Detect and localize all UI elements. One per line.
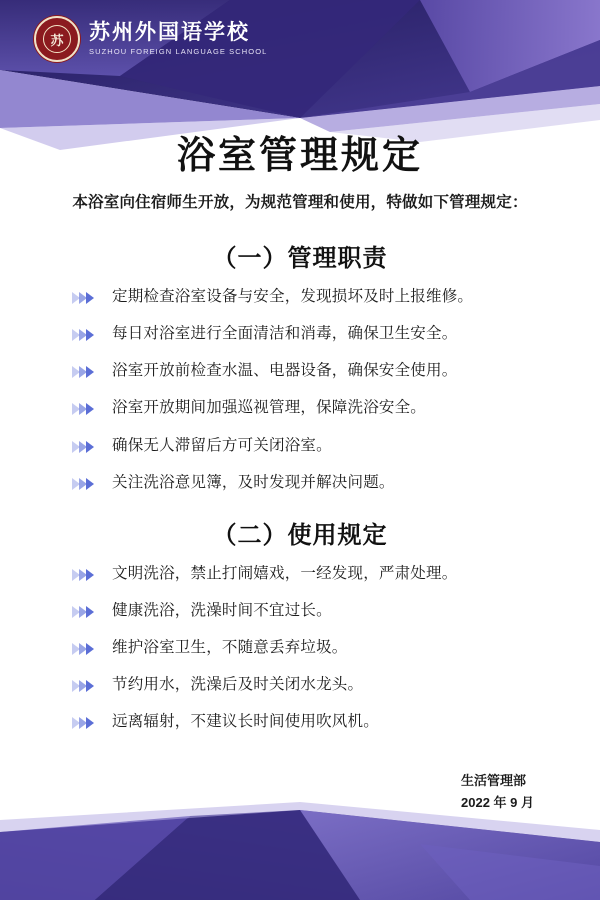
chevron-right-icon xyxy=(72,441,98,454)
document-body xyxy=(0,190,600,750)
chevron-right-icon xyxy=(72,329,98,342)
list-item xyxy=(0,675,600,695)
list-item xyxy=(0,638,600,658)
signature-block xyxy=(461,770,534,814)
section-1-list xyxy=(0,287,600,493)
chevron-right-icon xyxy=(72,569,98,582)
list-item-text: 关注洗浴意见簿，及时发现并解决问题。 xyxy=(112,473,395,491)
signature-department: 生活管理部 xyxy=(461,773,527,788)
school-name-cn: 苏州外国语学校 xyxy=(89,20,250,45)
section-heading-2: （二）使用规定 xyxy=(212,521,388,549)
list-item-text: 浴室开放期间加强巡视管理，保障洗浴安全。 xyxy=(112,399,427,417)
school-name-en: SUZHOU FOREIGN LANGUAGE SCHOOL xyxy=(89,47,268,57)
school-seal-icon xyxy=(34,16,80,62)
list-item xyxy=(0,361,600,381)
list-item xyxy=(0,564,600,584)
school-seal-char: 苏 xyxy=(43,25,71,53)
list-item-text: 节约用水，洗澡后及时关闭水龙头。 xyxy=(112,676,364,694)
chevron-right-icon xyxy=(72,478,98,491)
list-item-text: 定期检查浴室设备与安全，发现损坏及时上报维修。 xyxy=(112,288,474,305)
list-item xyxy=(0,712,600,732)
list-item-text: 健康洗浴，洗澡时间不宜过长。 xyxy=(112,601,332,619)
school-name-block xyxy=(89,22,267,56)
chevron-right-icon xyxy=(72,366,98,379)
chevron-right-icon xyxy=(72,606,98,619)
list-item-text: 文明洗浴，禁止打闹嬉戏，一经发现，严肃处理。 xyxy=(112,564,458,582)
chevron-right-icon xyxy=(72,403,98,416)
page-title: 浴室管理规定 xyxy=(176,135,423,177)
chevron-right-icon xyxy=(72,680,98,693)
list-item-text: 维护浴室卫生，不随意丢弃垃圾。 xyxy=(112,639,348,657)
list-item-text: 远离辐射，不建议长时间使用吹风机。 xyxy=(112,713,379,731)
list-item-text: 浴室开放前检查水温、电器设备，确保安全使用。 xyxy=(112,362,458,380)
chevron-right-icon xyxy=(72,717,98,730)
school-logo xyxy=(34,16,267,62)
section-heading-1: （一）管理职责 xyxy=(212,245,388,272)
list-item xyxy=(0,398,600,418)
list-item-text: 每日对浴室进行全面清洁和消毒，确保卫生安全。 xyxy=(112,325,458,343)
list-item-text: 确保无人滞留后方可关闭浴室。 xyxy=(112,436,332,454)
list-item xyxy=(0,287,600,307)
list-item xyxy=(0,436,600,456)
chevron-right-icon xyxy=(72,643,98,656)
chevron-right-icon xyxy=(72,292,98,305)
signature-date: 2022 年 9 月 xyxy=(461,795,534,811)
list-item xyxy=(0,601,600,621)
list-item xyxy=(0,324,600,344)
list-item xyxy=(0,473,600,493)
intro-paragraph: 本浴室向住宿师生开放，为规范管理和使用，特做如下管理规定： xyxy=(72,194,528,211)
section-2-list xyxy=(0,564,600,733)
